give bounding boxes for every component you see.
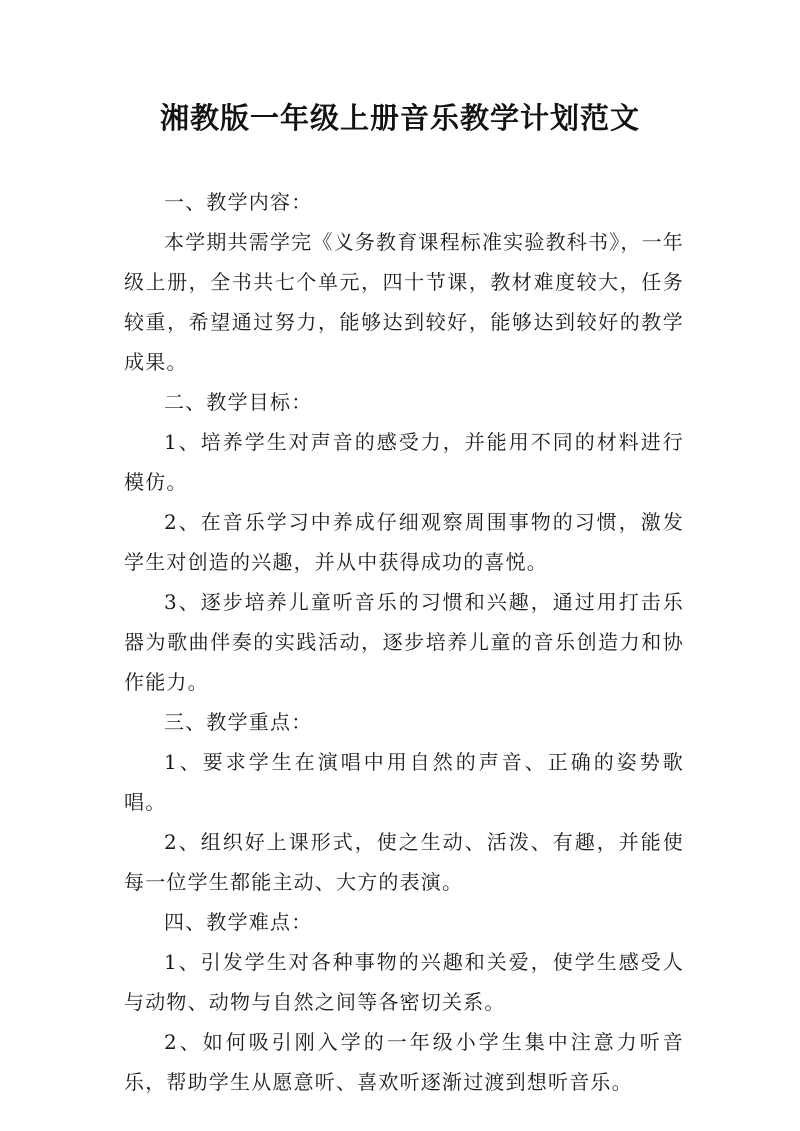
section-heading-content: 一、教学内容： <box>164 190 313 214</box>
document-body <box>124 182 684 1102</box>
difficulty-item-2: 2、如何吸引刚入学的一年级小学生集中注意力听音乐，帮助学生从愿意听、喜欢听逐渐过渡到想听音乐。 <box>124 1030 684 1094</box>
document-title: 湘教版一年级上册音乐教学计划范文 <box>159 101 640 135</box>
difficulty-item-1: 1、引发学生对各种事物的兴趣和关爱，使学生感受人与动物、动物与自然之间等各密切关系。 <box>124 950 684 1014</box>
key-point-item-2: 2、组织好上课形式，使之生动、活泼、有趣，并能使每一位学生都能主动、大方的表演。 <box>124 830 684 894</box>
section-heading-goals: 二、教学目标： <box>164 390 313 414</box>
content-paragraph: 本学期共需学完《义务教育课程标准实验教科书》，一年级上册，全书共七个单元，四十节课，教材难度较大，任务较重，希望通过努力，能够达到较好，能够达到较好的教学成果。 <box>124 230 684 374</box>
section-heading-difficulties: 四、教学难点： <box>164 910 313 934</box>
goal-item-1: 1、培养学生对声音的感受力，并能用不同的材料进行模仿。 <box>124 430 684 494</box>
key-point-item-1: 1、要求学生在演唱中用自然的声音、正确的姿势歌唱。 <box>124 750 684 814</box>
goal-item-3: 3、逐步培养儿童听音乐的习惯和兴趣，通过用打击乐器为歌曲伴奏的实践活动，逐步培养儿童的音乐创造力和协作能力。 <box>124 590 684 694</box>
goal-item-2: 2、在音乐学习中养成仔细观察周围事物的习惯，激发学生对创造的兴趣，并从中获得成功的喜悦。 <box>124 510 684 574</box>
section-heading-key-points: 三、教学重点： <box>164 710 313 734</box>
